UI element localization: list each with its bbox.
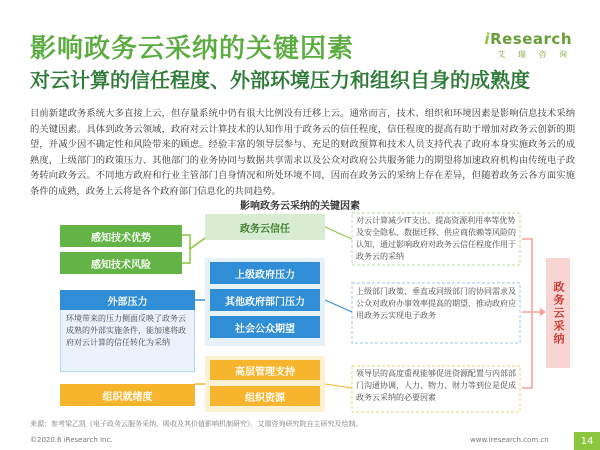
org-item-mgmt: 高层管理支持: [210, 360, 320, 380]
intro-paragraph: 目前新建政务系统大多直接上云，但存量系统中仍有很大比例没有迁移上云。通常而言，技术、组织和环境因素是影响信息技术采纳的关键因素。具体到政务云领域，政府对云计算技术的认知作用于政务云的信任程度，信任程度的提高有助于增加对政务云创新的期望，并减少因不确定性和风险带来的顾虑。经验丰富的领导层参与、充足的财政预算和技术人员支持代表了政府本身实施政务云的成熟度，上级部门的政策压力、其他部门的业务协同与数据共享需求以及公众对政府公共服务能力的期望将加速政府机构由传统电子政务转向政务云。不同地方政府和行业主管部门自身情况和所处环境不同，因而在政务云的采纳上存在差异，但随着政务云各方面实施条件的成熟，政务上云将是各个政府部门信息化的共同趋势。: [30, 108, 575, 197]
org-note-line: [325, 384, 352, 388]
org-item-resources: 组织资源: [210, 386, 320, 406]
env-item-superior: 上级政府压力: [210, 262, 320, 284]
copyright: ©2020.6 iResearch Inc.: [30, 436, 113, 444]
tech-item-advantage: 感知技术优势: [60, 225, 182, 247]
env-note-line: [325, 300, 352, 312]
chart-title: 影响政务云采纳的关键因素: [240, 201, 360, 212]
logo-tagline: 艾 瑞 咨 询: [497, 50, 572, 59]
tech-note: 对云计算减少IT支出、提高资源利用率等优势及安全隐私、数据迁移、供应商依赖等风险的认知，通过影响政府对政务云信任程度作用于政务云的采纳: [356, 216, 516, 261]
tech-item-risk: 感知技术风险: [60, 252, 182, 274]
outcome-adoption: 政务云采纳: [546, 258, 570, 368]
page-subtitle: 对云计算的信任程度、外部环境压力和组织自身的成熟度: [30, 68, 530, 92]
logo-brand: iResearch: [484, 30, 572, 48]
org-note: 领导层的高度重视能够促进资源配置与内部部门沟通协调，人力、物力、财力等到位是促成政务云采纳的必要因素: [356, 369, 516, 402]
source-note: 来源：参考梁乙凯《电子政务云服务采纳、吸收及其价值影响机制研究》，艾瑞咨询研究院自主研究及绘制。: [30, 420, 363, 428]
env-note: 上级部门政策、垂直或同级部门的协同需求及公众对政府办事效率提高的期望，推动政府应用政务云实现电子政务: [356, 287, 516, 320]
org-label: 组织就绪度: [60, 384, 195, 406]
env-item-public: 社会公众期望: [210, 316, 320, 338]
env-desc: 环境带来的压力侧面反映了政务云成熟的外部实施条件，能加速将政府对云计算的信任转化为采纳: [66, 314, 186, 347]
env-label: 外部压力: [60, 290, 195, 310]
website: www.iresearch.com.cn: [470, 436, 549, 444]
tech-bracket: [182, 235, 190, 263]
page-title: 影响政务云采纳的关键因素: [30, 34, 355, 64]
tech-note-line: [325, 227, 352, 239]
page-number: 14: [574, 432, 600, 450]
outcome-bracket: [522, 239, 532, 388]
env-item-other-dept: 其他政府部门压力: [210, 289, 320, 311]
tech-center-trust: 政务云信任: [205, 214, 325, 240]
